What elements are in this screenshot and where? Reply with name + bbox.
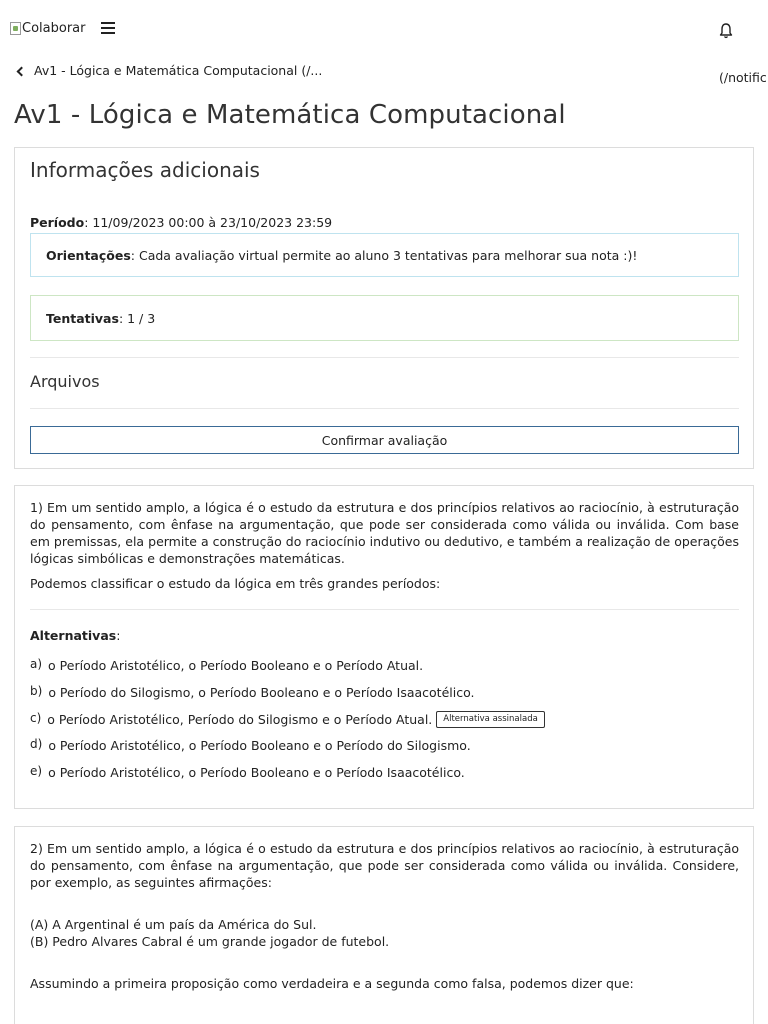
tentativas-value: : 1 / 3 xyxy=(118,310,156,326)
logo-link[interactable] xyxy=(10,21,85,36)
logo-alt-text: Colaborar xyxy=(22,21,86,36)
alternative-text: o Período Aristotélico, Período do Silogismo e o Período Atual. xyxy=(47,712,433,727)
orientacoes-box xyxy=(30,233,739,277)
breadcrumb-link[interactable]: Av1 - Lógica e Matemática Computacional (/... xyxy=(34,63,323,78)
info-heading: Informações adicionais xyxy=(30,158,260,182)
statement-b: (B) Pedro Alvares Cabral é um grande jogador de futebol. xyxy=(30,934,390,949)
chevron-left-icon xyxy=(17,66,27,76)
periodo-value: : 11/09/2023 00:00 à 23/10/2023 23:59 xyxy=(84,215,333,230)
bell-icon[interactable] xyxy=(718,22,734,40)
hamburger-menu-icon[interactable] xyxy=(101,22,115,34)
divider xyxy=(30,609,739,610)
alternative-letter: a) xyxy=(30,656,43,671)
alternative-letter: b) xyxy=(30,683,43,698)
alternative-b[interactable] xyxy=(30,685,475,700)
alternative-c[interactable] xyxy=(30,711,545,728)
question-2-card xyxy=(14,826,754,1024)
alternatives-heading xyxy=(30,627,120,644)
alternative-letter: e) xyxy=(30,763,43,778)
divider xyxy=(30,408,739,409)
alternative-letter: c) xyxy=(30,710,42,725)
alternatives-label: Alternativas xyxy=(30,628,117,643)
top-bar xyxy=(0,0,768,60)
alternative-letter: d) xyxy=(30,736,43,751)
periodo-row xyxy=(30,215,332,230)
alternative-text: o Período Aristotélico, o Período Booleano e o Período do Silogismo. xyxy=(48,738,471,753)
broken-image-icon xyxy=(10,22,21,35)
divider xyxy=(30,357,739,358)
alternative-a[interactable] xyxy=(30,658,423,673)
alternative-text: o Período Aristotélico, o Período Booleano e o Período Isaacotélico. xyxy=(48,765,465,780)
alternatives-colon: : xyxy=(116,628,121,643)
info-card xyxy=(14,147,754,469)
question-2-text: 2) Em um sentido amplo, a lógica é o estudo da estrutura e dos princípios relativos ao raciocínio, à estruturação do pensamento, com ênfase na argumentação, que pode ser considerada como válida ou inválida. Considere, por exemplo, as seguintes afirmações: xyxy=(30,841,739,890)
tentativas-label: Tentativas xyxy=(46,310,119,326)
statement-a: (A) A Argentinal é um país da América do Sul. xyxy=(30,917,317,932)
alternative-e[interactable] xyxy=(30,765,465,780)
question-1-text: 1) Em um sentido amplo, a lógica é o estudo da estrutura e dos princípios relativos ao raciocínio, à estruturação do pensamento, com ênfase na argumentação, que pode ser considerada como válida ou inválida. Com base em premissas, ela permite a construção do raciocínio indutivo ou dedutivo, e também a realização de operações lógicas simbólicas e demonstrações matemáticas. xyxy=(30,500,739,566)
alternative-text: o Período do Silogismo, o Período Booleano e o Período Isaacotélico. xyxy=(48,685,475,700)
question-2-prompt: Assumindo a primeira proposição como verdadeira e a segunda como falsa, podemos dizer que: xyxy=(30,976,634,991)
periodo-label: Período xyxy=(30,215,85,230)
question-1-prompt: Podemos classificar o estudo da lógica em três grandes períodos: xyxy=(30,576,441,591)
orientacoes-label: Orientações xyxy=(46,247,131,263)
breadcrumb[interactable] xyxy=(18,63,322,78)
confirm-evaluation-button[interactable]: Confirmar avaliação xyxy=(30,426,739,454)
tentativas-box xyxy=(30,295,739,341)
question-1-card xyxy=(14,485,754,809)
arquivos-heading: Arquivos xyxy=(30,372,100,391)
notifications-link[interactable]: (/notific xyxy=(719,70,767,85)
alternative-d[interactable] xyxy=(30,738,471,753)
orientacoes-value: : Cada avaliação virtual permite ao aluno 3 tentativas para melhorar sua nota :)! xyxy=(130,247,638,263)
page-title: Av1 - Lógica e Matemática Computacional xyxy=(14,100,566,130)
alternative-text: o Período Aristotélico, o Período Booleano e o Período Atual. xyxy=(48,658,424,673)
selected-alternative-badge: Alternativa assinalada xyxy=(436,711,545,728)
